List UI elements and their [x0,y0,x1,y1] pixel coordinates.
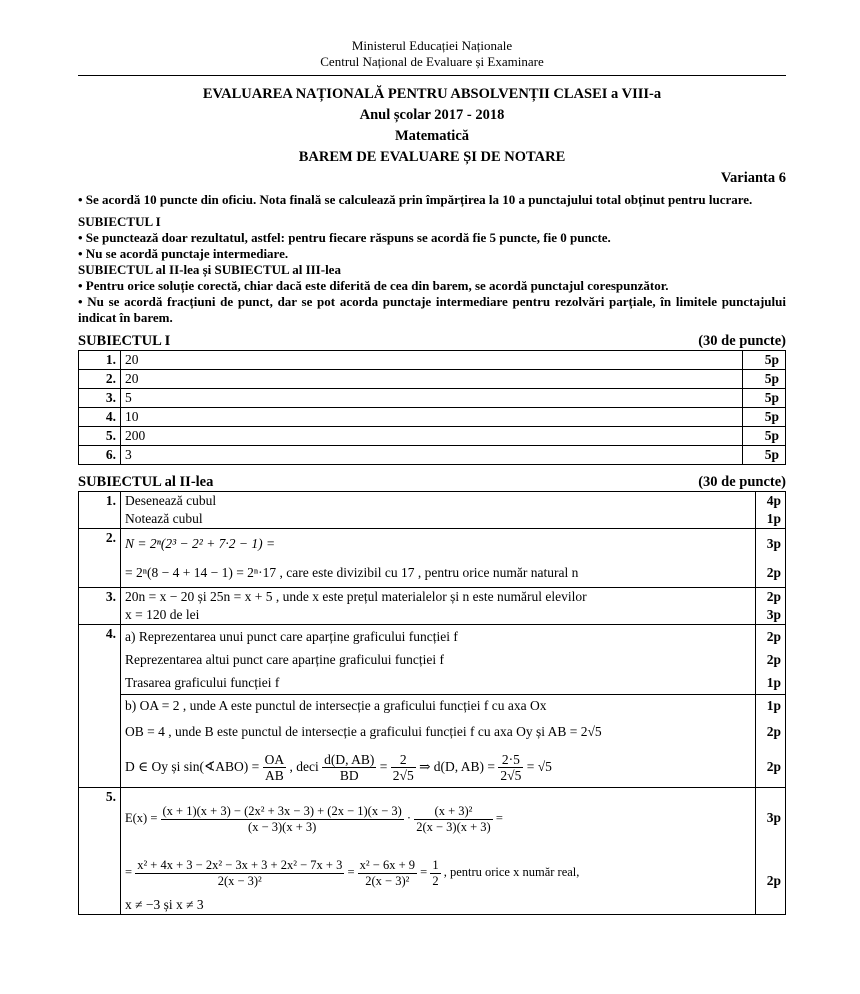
solution-line: D ∈ Oy și sin(∢ABO) = $\frac{OA}{AB}$ , deci $\frac{d(D, AB)}{BD}$ = $\frac{2}{2√5}$ ⇒ d(D, AB) = $\frac{2\cdot 5}{2√5}$ = √5 [125,752,552,784]
points-value: 2p [766,724,781,739]
item-number: 1. [79,492,121,529]
item-answer: 5 [121,389,743,408]
solution-line: N = 2ⁿ(2³ − 2² + 7·2 − 1) = [125,536,276,551]
points-value: 3p [766,536,781,551]
item-number: 4. [79,408,121,427]
rules-subject23-heading: SUBIECTUL al II-lea și SUBIECTUL al III-lea [78,262,341,277]
solution-line: Desenează cubul [125,493,217,508]
item-number: 4. [79,625,121,788]
ministry-name: Ministerul Educației Naționale [351,38,513,53]
item-points: 5p [743,427,786,446]
rule-general: • Se acordă 10 puncte din oficiu. Nota finală se calculează prin împărțirea la 10 a punctajului total obținut pentru lucrare. [78,192,753,207]
variant-label: Varianta 6 [720,170,786,186]
item-solution [121,788,756,915]
item-number: 5. [79,788,121,915]
item-answer: 20 [121,370,743,389]
rule-s1-a: • Se punctează doar rezultatul, astfel: pentru fiecare răspuns se acordă fie 5 puncte, fie 0 puncte. [78,230,611,245]
solution-line: b) OA = 2 , unde A este punctul de intersecție a graficului funcției f cu axa Ox [125,698,547,713]
table-row [79,788,786,915]
exam-title: EVALUAREA NAȚIONALĂ PENTRU ABSOLVENȚII CLASEI a VIII-a [202,86,662,102]
subject1-points: (30 de puncte) [698,333,786,349]
table-row [79,427,786,446]
rules-subject1-heading: SUBIECTUL I [78,214,161,229]
points-value: 4p [766,493,781,508]
points-value: 1p [766,675,781,690]
fraction: $\frac{\text{x² + 4x + 3 − 2x² − 3x + 3 + 2x² − 7x + 3}}{\text{2(x − 3)²}}$ [137,857,343,888]
subject1-heading [78,332,786,350]
table-row [79,370,786,389]
item-points: 5p [743,351,786,370]
fraction: $\frac{\text{(x + 1)(x + 3) − (2x² + 3x − 3) + (2x − 1)(x − 3)}}{(x - 3)(x + 3)}$ [162,803,402,834]
item-solution-a [121,625,756,695]
table-row [79,446,786,465]
solution-line: 20n = x − 20 și 25n = x + 5 , unde x este prețul materialelor și n este numărul elevilor [125,589,587,604]
rule-s1-b: • Nu se acordă punctaje intermediare. [78,246,289,261]
fraction: $\frac{\text{x² − 6x + 9}}{\text{2(x − 3)²}}$ [359,857,415,888]
subject2-heading [78,473,786,491]
subject1-title: SUBIECTUL I [78,333,171,349]
points-value: 2p [766,873,781,888]
table-row [79,351,786,370]
table-row [79,492,786,529]
solution-line: x ≠ −3 și x ≠ 3 [125,897,204,912]
points-value: 2p [766,589,781,604]
table-row [79,408,786,427]
subject2-points: (30 de puncte) [698,474,786,490]
fraction: $\frac{2\cdot 5}{2√5}$ [500,752,522,784]
table-row [79,389,786,408]
table-row [79,695,786,788]
center-name: Centrul Național de Evaluare și Examinare [320,54,544,69]
subject-name: Matematică [394,128,470,144]
solution-line: = 2ⁿ(8 − 4 + 14 − 1) = 2ⁿ·17 , care este divizibil cu 17 , pentru orice număr natural n [125,565,579,580]
item-points [755,492,785,529]
rules-section [78,192,786,326]
item-points: 5p [743,408,786,427]
solution-line: = $\frac{\text{x² + 4x + 3 − 2x² − 3x + 3 + 2x² − 7x + 3}}{\text{2(x − 3)²}}$ = $\frac{\text{x² − 6x + 9}}{\text{2(x − 3)²}}$ = $\frac{1}{2}$ , pentru orice x număr real, [125,857,580,888]
fraction: $\frac{2}{2√5}$ [392,752,414,784]
item-answer: 3 [121,446,743,465]
item-number: 1. [79,351,121,370]
item-points [755,588,785,625]
item-points [755,788,785,915]
document-page [78,38,786,915]
subject1-table [78,350,786,465]
item-points [755,625,785,695]
points-value: 2p [766,652,781,667]
table-row [79,529,786,588]
item-points [755,695,785,788]
points-value: 3p [766,810,781,825]
barem-title: BAREM DE EVALUARE ȘI DE NOTARE [298,149,566,165]
solution-line: Reprezentarea altui punct care aparține graficului funcției f [125,652,444,667]
solution-line: x = 120 de lei [125,607,200,622]
solution-line: Notează cubul [125,511,203,526]
points-value: 1p [766,511,781,526]
subject2-title: SUBIECTUL al II-lea [78,474,214,490]
fraction: $\frac{1}{2}$ [432,857,439,888]
item-points [755,529,785,588]
points-value: 2p [766,759,781,774]
header [78,38,786,70]
item-number: 3. [79,588,121,625]
points-value: 2p [766,565,781,580]
solution-line: Trasarea graficului funcției f [125,675,280,690]
item-number: 3. [79,389,121,408]
item-answer: 20 [121,351,743,370]
fraction: $\frac{d(D, AB)}{BD}$ [324,752,375,784]
points-value: 1p [766,698,781,713]
item-solution [121,529,756,588]
item-solution [121,492,756,529]
solution-line: OB = 4 , unde B este punctul de intersecție a graficului funcției f cu axa Oy și AB = 2√5 [125,724,602,739]
item-number: 2. [79,370,121,389]
item-answer: 10 [121,408,743,427]
fraction: $\frac{OA}{AB}$ [264,752,285,784]
item-points: 5p [743,389,786,408]
rule-s23-a: • Pentru orice soluție corectă, chiar dacă este diferită de cea din barem, se acordă punctajul corespunzător. [78,278,669,293]
solution-line: E(x) = $\frac{\text{(x + 1)(x + 3) − (2x² + 3x − 3) + (2x − 1)(x − 3)}}{(x - 3)(x + 3)}$ · $\frac{\text{(x + 3)²}}{2(x - 3)(x + 3)}$ = [125,803,503,834]
item-points: 5p [743,446,786,465]
item-number: 2. [79,529,121,588]
school-year: Anul școlar 2017 - 2018 [359,107,505,123]
header-divider [78,75,786,76]
item-number: 6. [79,446,121,465]
rule-s23-b: • Nu se acordă fracțiuni de punct, dar se pot acorda punctaje intermediare pentru rezolvări parțiale, în limitele punctajului indicat în barem. [78,294,786,325]
solution-line: a) Reprezentarea unui punct care aparține graficului funcției f [125,629,458,644]
item-points: 5p [743,370,786,389]
fraction: $\frac{\text{(x + 3)²}}{2(x - 3)(x + 3)}$ [416,803,491,834]
item-solution [121,588,756,625]
item-number: 5. [79,427,121,446]
points-value: 2p [766,629,781,644]
item-answer: 200 [121,427,743,446]
points-value: 3p [766,607,781,622]
item-solution-b [121,695,756,788]
table-row [79,625,786,695]
subject2-table [78,491,786,915]
table-row [79,588,786,625]
